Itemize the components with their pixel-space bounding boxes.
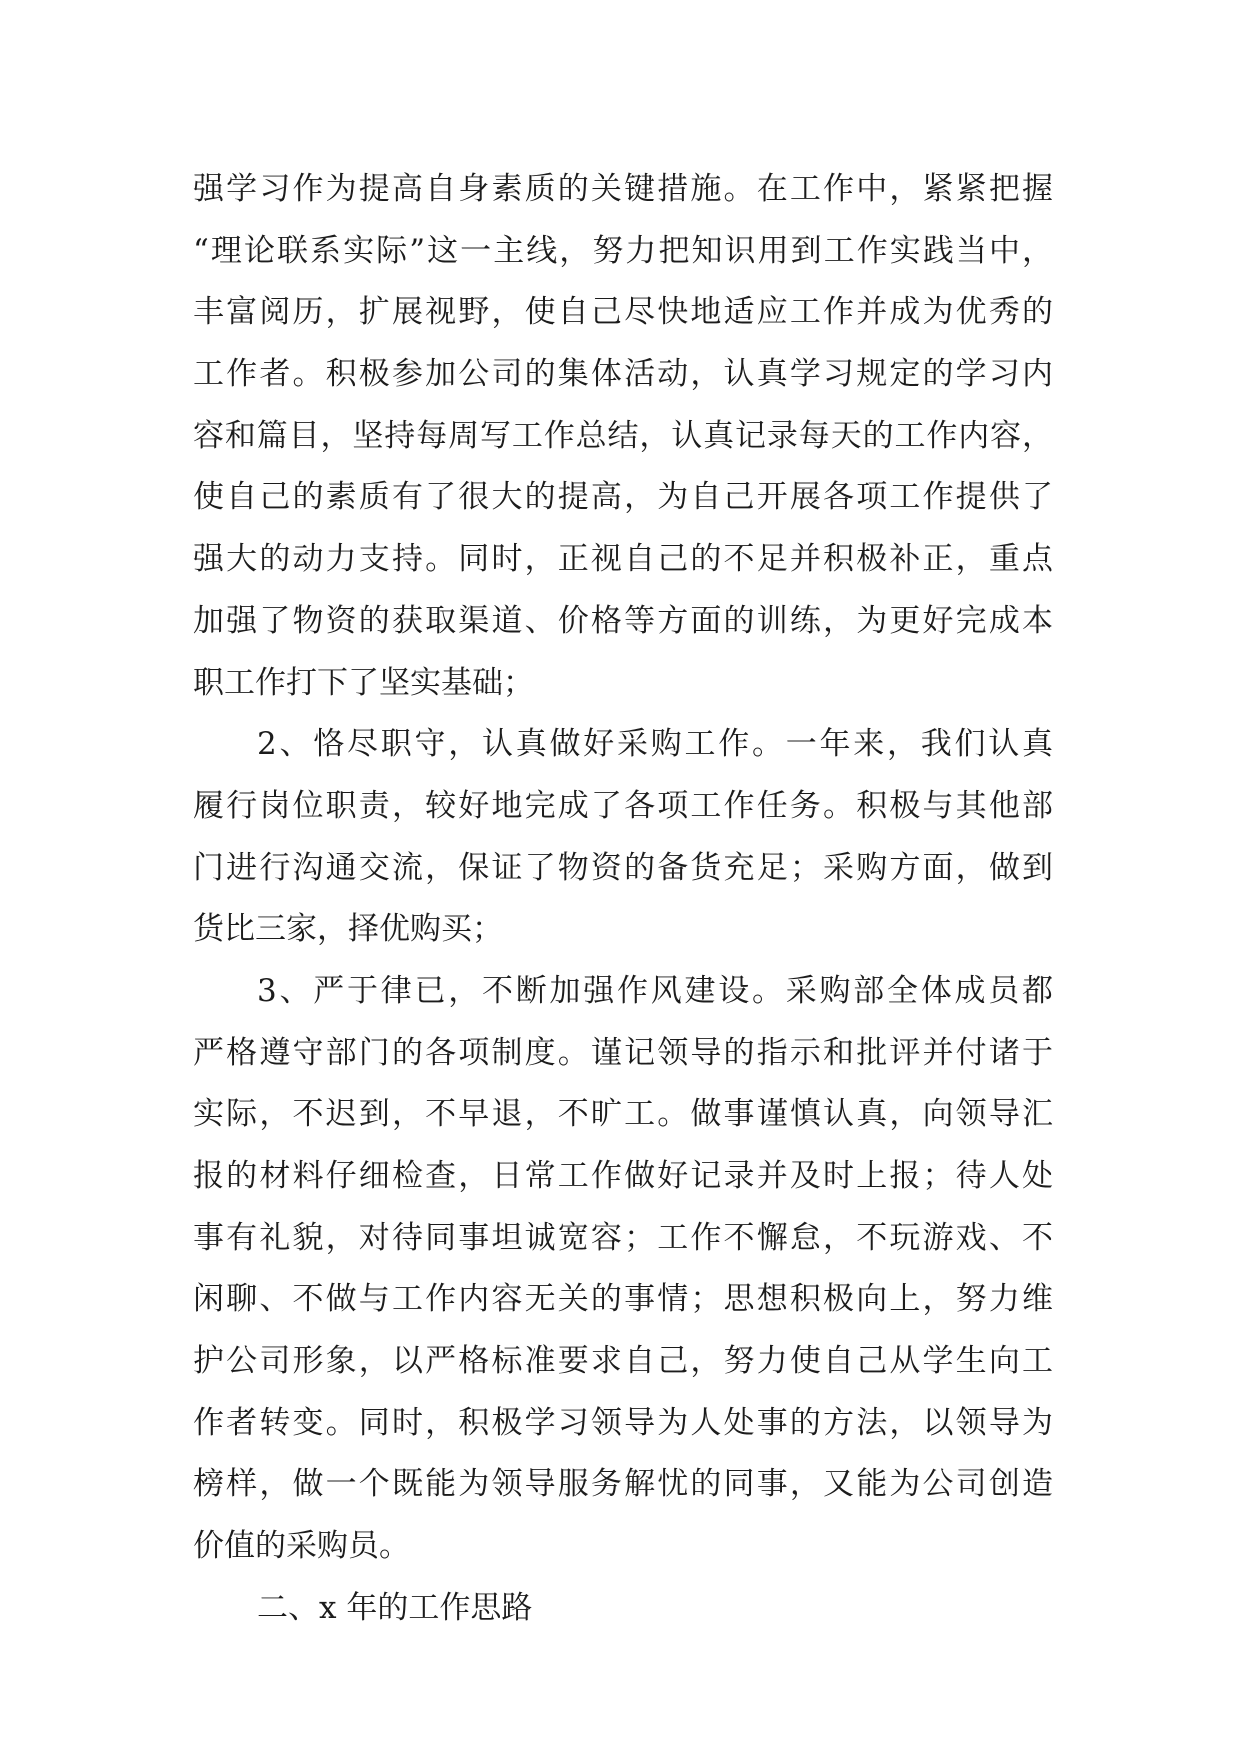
text-line: 3、严于律已，不断加强作风建设。采购部全体成员都 — [257, 972, 1053, 1009]
text-line: 货比三家，择优购买； — [193, 911, 503, 948]
document-page — [193, 159, 1053, 1640]
text-line: 闲聊、不做与工作内容无关的事情；思想积极向上，努力维 — [193, 1281, 1053, 1318]
text-line: 实际，不迟到，不早退，不旷工。做事谨慎认真，向领导汇 — [193, 1096, 1053, 1133]
text-line: 门进行沟通交流，保证了物资的备货充足；采购方面，做到 — [193, 849, 1053, 886]
text-line: 强学习作为提高自身素质的关键措施。在工作中，紧紧把握 — [193, 171, 1053, 207]
text-line: 报的材料仔细检查，日常工作做好记录并及时上报；待人处 — [193, 1158, 1053, 1194]
text-line: 事有礼貌，对待同事坦诚宽容；工作不懈怠，不玩游戏、不 — [193, 1219, 1053, 1256]
text-line: “理论联系实际”这一主线，努力把知识用到工作实践当中， — [193, 232, 1053, 269]
paragraph-work-style — [193, 961, 1053, 1578]
text-line: 榜样，做一个既能为领导服务解忧的同事，又能为公司创造 — [193, 1466, 1053, 1503]
paragraph-self-study — [193, 159, 1053, 714]
text-line: 作者转变。同时，积极学习领导为人处事的方法，以领导为 — [193, 1404, 1053, 1441]
text-line: 价值的采购员。 — [193, 1528, 410, 1565]
text-line: 工作者。积极参加公司的集体活动，认真学习规定的学习内 — [193, 356, 1053, 393]
text-line: 容和篇目，坚持每周写工作总结，认真记录每天的工作内容， — [193, 417, 1053, 454]
text-line: 强大的动力支持。同时，正视自己的不足并积极补正，重点 — [193, 541, 1053, 578]
text-line: 2、恪尽职守，认真做好采购工作。一年来，我们认真 — [257, 726, 1053, 763]
text-line: 护公司形象，以严格标准要求自己，努力使自己从学生向工 — [193, 1343, 1053, 1380]
section-heading: 二、x 年的工作思路 — [257, 1589, 533, 1626]
text-line: 履行岗位职责，较好地完成了各项工作任务。积极与其他部 — [193, 787, 1053, 824]
text-line: 加强了物资的获取渠道、价格等方面的训练，为更好完成本 — [193, 602, 1053, 639]
paragraph-purchasing-duty — [193, 714, 1053, 961]
text-line: 职工作打下了坚实基础； — [193, 664, 534, 701]
text-line: 丰富阅历，扩展视野，使自己尽快地适应工作并成为优秀的 — [193, 294, 1053, 331]
text-line: 严格遵守部门的各项制度。谨记领导的指示和批评并付诸于 — [193, 1034, 1053, 1071]
text-line: 使自己的素质有了很大的提高，为自己开展各项工作提供了 — [193, 479, 1053, 516]
